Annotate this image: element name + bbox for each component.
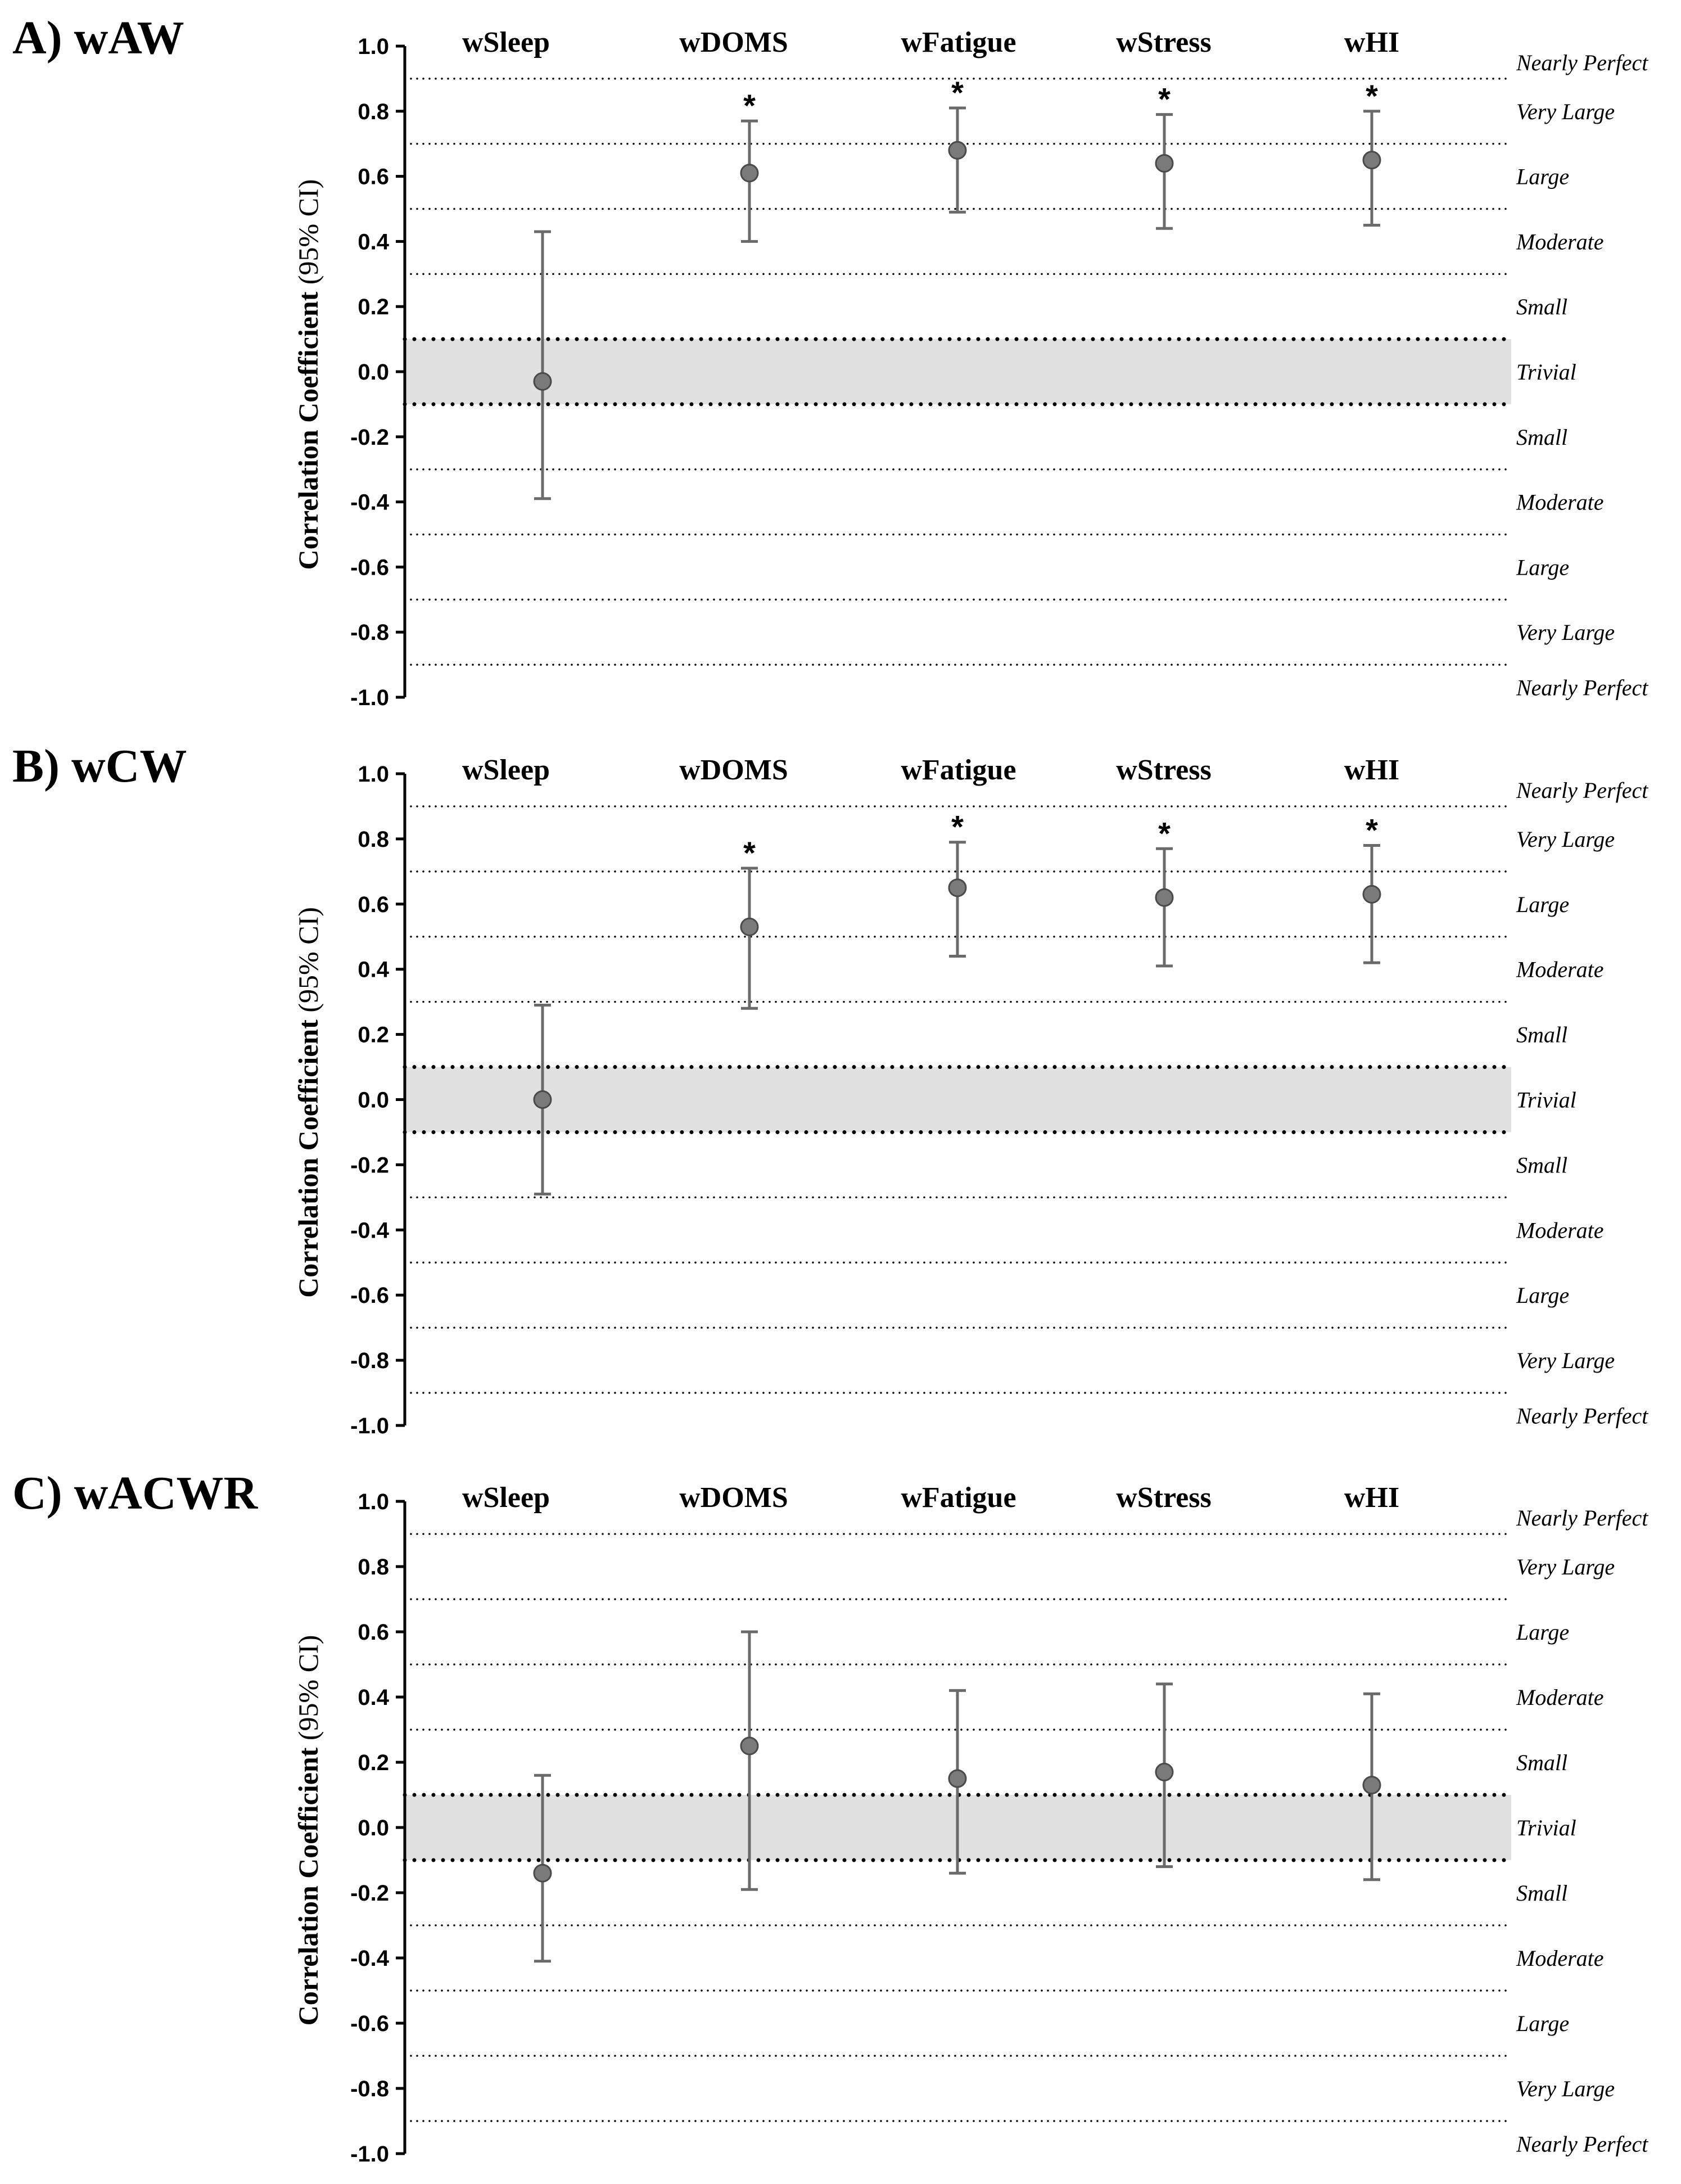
y-tick-label: 0.0 <box>358 360 389 385</box>
data-point <box>534 373 551 390</box>
magnitude-label: Large <box>1516 2011 1570 2036</box>
data-point <box>1156 155 1173 172</box>
y-tick-label: -0.8 <box>350 620 389 646</box>
data-point <box>949 1770 966 1787</box>
panel-1 <box>12 12 1648 710</box>
y-tick-label: -0.4 <box>350 1218 389 1243</box>
y-tick-label: 0.4 <box>358 957 389 982</box>
y-tick-label: -0.4 <box>350 1946 389 1971</box>
magnitude-label: Small <box>1516 1152 1568 1178</box>
category-label: wStress <box>1116 1482 1212 1514</box>
magnitude-label: Moderate <box>1516 1217 1604 1243</box>
y-tick-label: 0.2 <box>358 295 389 320</box>
y-tick-label: 0.2 <box>358 1022 389 1048</box>
y-tick-label: 1.0 <box>358 34 389 59</box>
data-point <box>741 918 758 935</box>
data-point <box>534 1091 551 1108</box>
magnitude-label: Moderate <box>1516 1946 1604 1971</box>
magnitude-label: Nearly Perfect <box>1516 2131 1648 2157</box>
y-axis-title <box>292 1635 324 2026</box>
y-tick-label: 0.8 <box>358 99 389 124</box>
data-point <box>1156 889 1173 906</box>
magnitude-label: Large <box>1516 1619 1570 1645</box>
y-tick-label: -0.8 <box>350 1348 389 1374</box>
y-axis-title-ci: (95% CI) <box>292 907 324 1013</box>
magnitude-label: Moderate <box>1516 956 1604 982</box>
y-axis-title-bold: Correlation Coefficient <box>292 1012 324 1298</box>
panel-3 <box>12 1467 1648 2167</box>
magnitude-label: Large <box>1516 554 1570 580</box>
magnitude-label: Very Large <box>1516 1348 1615 1374</box>
category-label: wDOMS <box>679 754 788 786</box>
data-point <box>534 1865 551 1881</box>
panel-label: B) wCW <box>12 740 187 792</box>
significance-star: * <box>1158 81 1171 117</box>
y-tick-label: -0.2 <box>350 1153 389 1178</box>
category-label: wFatigue <box>901 1482 1016 1514</box>
y-tick-label: 0.0 <box>358 1816 389 1840</box>
y-tick-label: 1.0 <box>358 762 389 787</box>
magnitude-label: Moderate <box>1516 489 1604 515</box>
category-label: wDOMS <box>679 1482 788 1514</box>
y-tick-label: 0.6 <box>358 892 389 917</box>
category-label: wStress <box>1116 754 1212 786</box>
y-tick-label: 0.2 <box>358 1750 389 1775</box>
significance-star: * <box>1158 815 1171 851</box>
y-tick-label: 0.4 <box>358 1685 389 1710</box>
magnitude-label: Small <box>1516 1022 1568 1048</box>
y-tick-label: -0.6 <box>350 2011 389 2036</box>
category-label: wHI <box>1344 26 1400 58</box>
trivial-band <box>405 1067 1511 1132</box>
data-point <box>1363 1777 1380 1794</box>
y-tick-label: -0.2 <box>350 425 389 450</box>
magnitude-label: Nearly Perfect <box>1516 777 1648 803</box>
magnitude-label: Nearly Perfect <box>1516 49 1648 75</box>
panel-label: A) wAW <box>12 12 184 64</box>
y-tick-label: 0.4 <box>358 229 389 255</box>
magnitude-label: Small <box>1516 424 1568 450</box>
y-axis-title-bold: Correlation Coefficient <box>292 1740 324 2026</box>
y-axis-title <box>292 907 324 1298</box>
category-label: wFatigue <box>901 754 1016 786</box>
magnitude-label: Very Large <box>1516 826 1615 852</box>
y-axis-title-ci: (95% CI) <box>292 179 324 285</box>
magnitude-label: Trivial <box>1516 1815 1576 1840</box>
data-point <box>741 165 758 182</box>
y-tick-label: -0.8 <box>350 2077 389 2101</box>
category-label: wSleep <box>462 26 550 58</box>
y-tick-label: 1.0 <box>358 1490 389 1514</box>
y-tick-label: -0.6 <box>350 555 389 580</box>
y-tick-label: -0.4 <box>350 490 389 515</box>
y-tick-label: 0.8 <box>358 1555 389 1580</box>
panel-2 <box>12 740 1648 1438</box>
magnitude-label: Small <box>1516 1880 1568 1906</box>
data-point <box>949 879 966 896</box>
category-label: wStress <box>1116 26 1212 58</box>
data-point <box>949 142 966 159</box>
magnitude-label: Small <box>1516 1750 1568 1775</box>
y-axis-title-bold: Correlation Coefficient <box>292 285 324 570</box>
magnitude-label: Large <box>1516 891 1570 917</box>
magnitude-label: Trivial <box>1516 1087 1576 1113</box>
y-tick-label: -0.6 <box>350 1283 389 1308</box>
magnitude-label: Very Large <box>1516 1554 1615 1580</box>
magnitude-label: Nearly Perfect <box>1516 1505 1648 1531</box>
y-tick-label: -1.0 <box>350 1414 389 1438</box>
significance-star: * <box>951 75 964 111</box>
y-tick-label: 0.6 <box>358 1620 389 1645</box>
y-axis-title <box>292 179 324 570</box>
panel-label: C) wACWR <box>12 1467 258 1519</box>
magnitude-label: Very Large <box>1516 98 1615 124</box>
category-label: wFatigue <box>901 26 1016 58</box>
magnitude-label: Trivial <box>1516 359 1576 385</box>
category-label: wSleep <box>462 754 550 786</box>
magnitude-label: Very Large <box>1516 620 1615 646</box>
significance-star: * <box>1366 812 1378 848</box>
y-tick-label: 0.8 <box>358 827 389 852</box>
data-point <box>1363 886 1380 903</box>
category-label: wSleep <box>462 1482 550 1514</box>
magnitude-label: Nearly Perfect <box>1516 1403 1648 1429</box>
data-point <box>1363 152 1380 169</box>
category-label: wHI <box>1344 1482 1400 1514</box>
y-tick-label: -1.0 <box>350 685 389 710</box>
magnitude-label: Large <box>1516 164 1570 189</box>
magnitude-label: Moderate <box>1516 229 1604 255</box>
magnitude-label: Nearly Perfect <box>1516 675 1648 701</box>
y-tick-label: 0.0 <box>358 1088 389 1113</box>
magnitude-label: Small <box>1516 294 1568 320</box>
y-tick-label: -0.2 <box>350 1881 389 1906</box>
y-tick-label: 0.6 <box>358 164 389 189</box>
trivial-band <box>405 339 1511 404</box>
data-point <box>1156 1763 1173 1780</box>
significance-star: * <box>743 88 756 124</box>
significance-star: * <box>743 835 756 871</box>
magnitude-label: Moderate <box>1516 1685 1604 1710</box>
magnitude-label: Large <box>1516 1283 1570 1308</box>
significance-star: * <box>1366 78 1378 114</box>
y-axis-title-ci: (95% CI) <box>292 1635 324 1741</box>
category-label: wDOMS <box>679 26 788 58</box>
significance-star: * <box>951 809 964 845</box>
category-label: wHI <box>1344 754 1400 786</box>
magnitude-label: Very Large <box>1516 2076 1615 2101</box>
data-point <box>741 1738 758 1754</box>
y-tick-label: -1.0 <box>350 2142 389 2167</box>
